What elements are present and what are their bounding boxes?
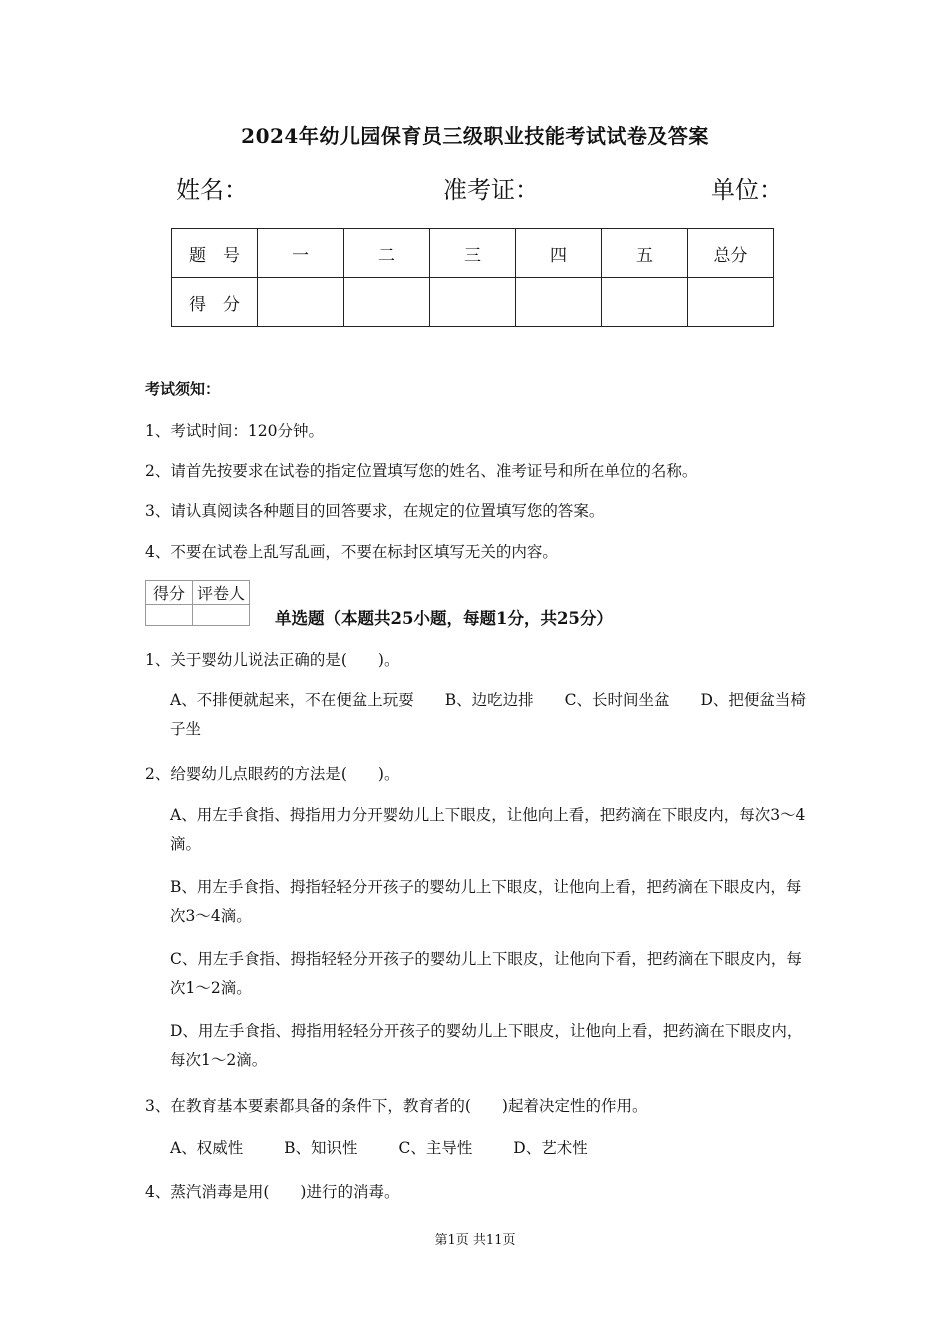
document-title: 2024年幼儿园保育员三级职业技能考试试卷及答案 — [241, 124, 709, 148]
question-2-option-a-text: A、用左手食指、拇指用力分开婴幼儿上下眼皮，让他向上看，把药滴在下眼皮内，每次3～4滴。 — [170, 806, 806, 853]
score-cell-total — [688, 278, 774, 327]
score-header-4: 四 — [516, 229, 602, 278]
notice-item-4: 4、不要在试卷上乱写乱画，不要在标封区填写无关的内容。 — [145, 543, 558, 561]
question-2-stem: 2、给婴幼儿点眼药的方法是( )。 — [145, 765, 400, 783]
question-2-option-c — [145, 945, 810, 1003]
score-header-2: 二 — [344, 229, 430, 278]
grader-score-label: 得分 — [146, 581, 193, 605]
question-4-stem: 4、蒸汽消毒是用( )进行的消毒。 — [145, 1183, 400, 1201]
question-2-option-b-text: B、用左手食指、拇指轻轻分开孩子的婴幼儿上下眼皮，让他向上看，把药滴在下眼皮内，每次3～4滴。 — [170, 878, 802, 925]
score-cell-5 — [602, 278, 688, 327]
question-3-options — [170, 1136, 624, 1158]
section-title: 单选题（本题共25小题，每题1分，共25分） — [275, 609, 613, 628]
notice-item-1: 1、考试时间：120分钟。 — [145, 422, 324, 440]
question-2-option-c-text: C、用左手食指、拇指轻轻分开孩子的婴幼儿上下眼皮，让他向下看，把药滴在下眼皮内，每次1～2滴。 — [170, 950, 802, 997]
score-cell-2 — [344, 278, 430, 327]
question-3-stem: 3、在教育基本要素都具备的条件下，教育者的( )起着决定性的作用。 — [145, 1097, 648, 1115]
question-3-option-c: C、主导性 — [398, 1139, 473, 1157]
score-cell-4 — [516, 278, 602, 327]
score-table — [171, 228, 774, 327]
score-row-label: 得 分 — [172, 278, 258, 327]
question-3-option-a: A、权威性 — [170, 1139, 244, 1157]
score-header-5: 五 — [602, 229, 688, 278]
exam-id-field-label: 准考证： — [443, 176, 539, 204]
score-cell-3 — [430, 278, 516, 327]
grader-box — [145, 580, 250, 626]
question-2-option-a — [145, 801, 810, 859]
notice-item-2: 2、请首先按要求在试卷的指定位置填写您的姓名、准考证号和所在单位的名称。 — [145, 462, 698, 480]
question-3-option-b: B、知识性 — [284, 1139, 358, 1157]
score-header-3: 三 — [430, 229, 516, 278]
page-footer: 第1页 共11页 — [434, 1233, 516, 1248]
question-2-option-b — [145, 873, 810, 931]
question-1-options-text: A、不排便就起来，不在便盆上玩耍 B、边吃边排 C、长时间坐盆 D、把便盆当椅子坐 — [170, 691, 806, 738]
score-header-label: 题 号 — [172, 229, 258, 278]
score-table-header-row — [172, 229, 774, 278]
question-1-stem: 1、关于婴幼儿说法正确的是( )。 — [145, 651, 400, 669]
grader-name-label: 评卷人 — [193, 581, 250, 605]
question-2-option-d-text: D、用左手食指、拇指用轻轻分开孩子的婴幼儿上下眼皮，让他向上看，把药滴在下眼皮内，每次1～2滴。 — [170, 1022, 803, 1069]
grader-score-cell — [146, 605, 193, 626]
question-1-options — [145, 686, 810, 744]
score-header-total: 总分 — [688, 229, 774, 278]
notice-title: 考试须知： — [145, 380, 221, 398]
score-table-score-row — [172, 278, 774, 327]
question-3-option-d: D、艺术性 — [513, 1139, 588, 1157]
score-cell-1 — [258, 278, 344, 327]
score-header-1: 一 — [258, 229, 344, 278]
grader-name-cell — [193, 605, 250, 626]
unit-field-label: 单位： — [711, 176, 783, 204]
question-2-option-d — [145, 1017, 810, 1075]
notice-item-3: 3、请认真阅读各种题目的回答要求，在规定的位置填写您的答案。 — [145, 502, 605, 520]
name-field-label: 姓名： — [176, 176, 248, 204]
